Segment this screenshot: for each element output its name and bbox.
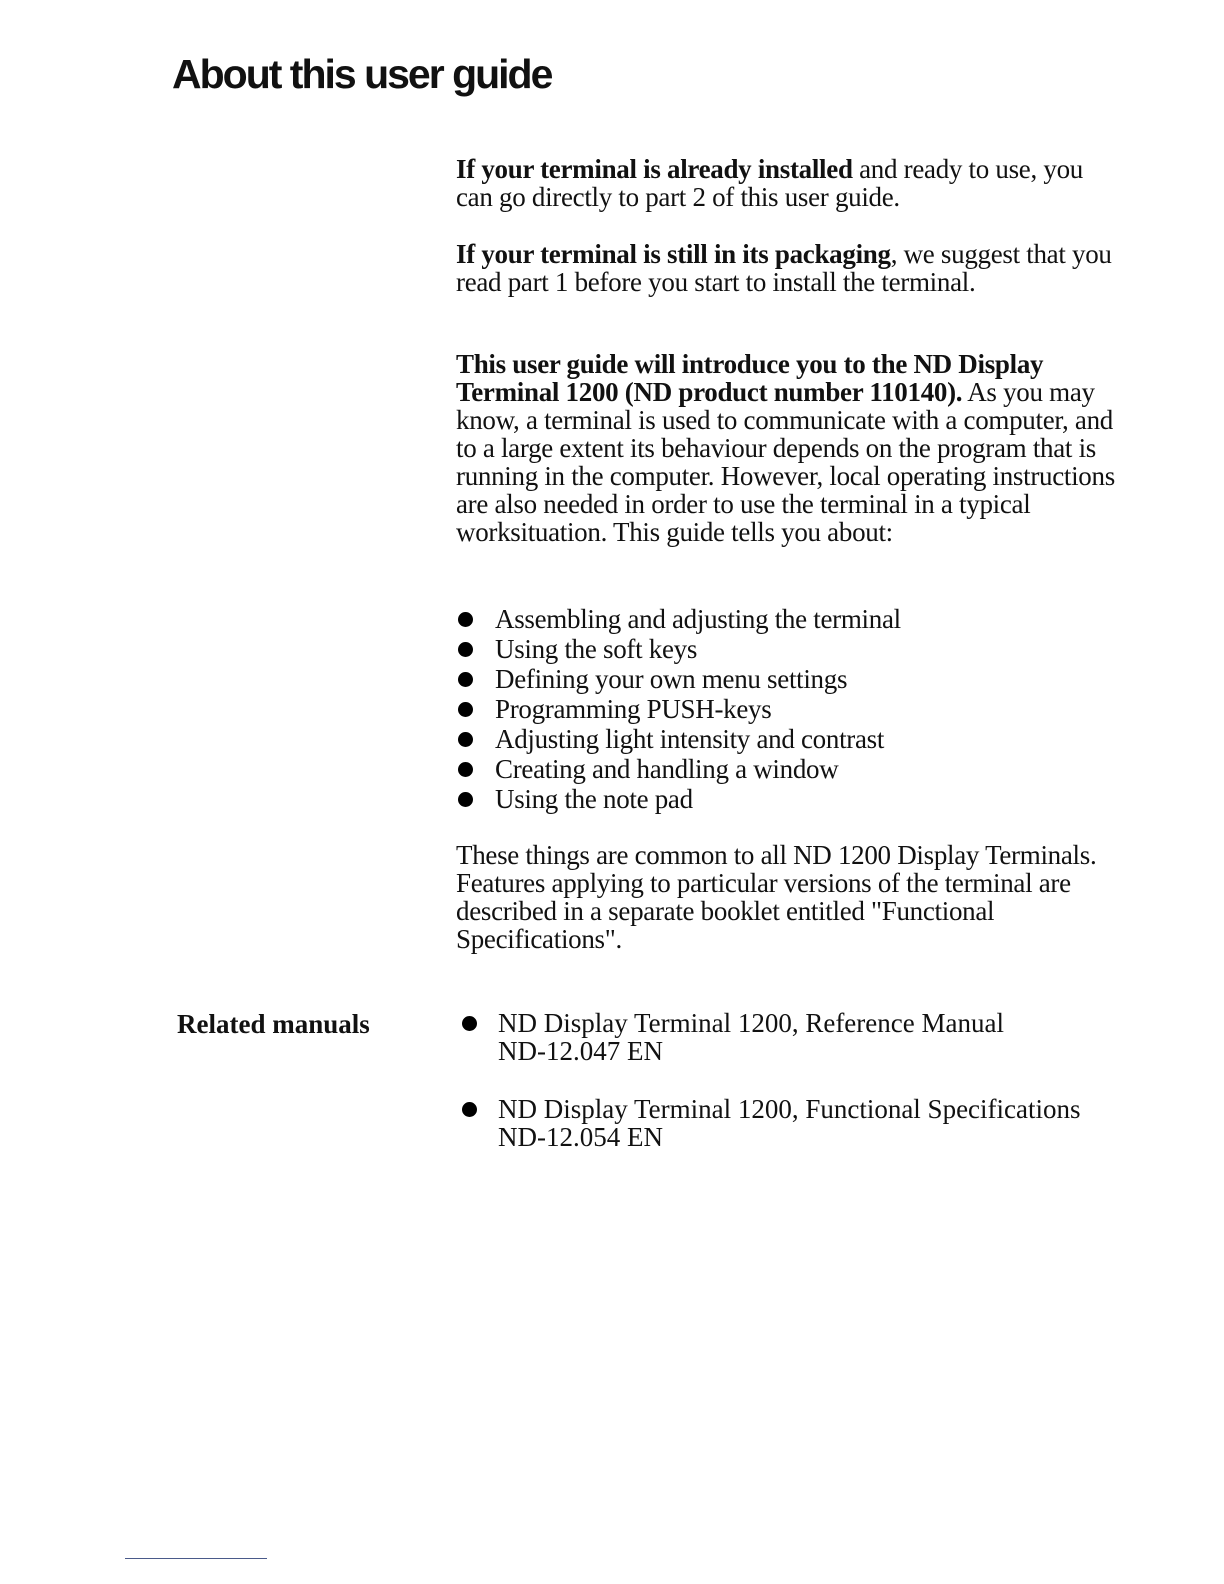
list-item xyxy=(456,754,1116,784)
list-item-text: Using the soft keys xyxy=(495,634,698,664)
intro-text: , we suggest that you read part 1 before you start to install the terminal. xyxy=(456,239,1112,297)
bullet-icon xyxy=(462,1016,477,1031)
intro-lead: If your terminal is still in its packaging xyxy=(456,239,891,269)
list-item xyxy=(462,1095,1122,1151)
intro-paragraph-overview xyxy=(456,350,1116,546)
bullet-icon xyxy=(458,732,473,747)
bullet-icon xyxy=(458,702,473,717)
list-item-text: Defining your own menu settings xyxy=(495,664,848,694)
intro-lead: This user guide will introduce you to the ND Display Terminal 1200 (ND product number 110140). xyxy=(456,349,1044,407)
intro-paragraph-packaging xyxy=(456,240,1116,296)
closing-paragraph xyxy=(456,841,1116,953)
list-item-text: Programming PUSH-keys xyxy=(495,694,772,724)
manual-number: ND-12.047 EN xyxy=(498,1036,663,1066)
manual-number: ND-12.054 EN xyxy=(498,1122,663,1152)
topic-list-wrapper xyxy=(456,604,1116,814)
intro-lead: If your terminal is already installed xyxy=(456,154,853,184)
manual-title: ND Display Terminal 1200, Functional Specifications xyxy=(498,1094,1081,1124)
list-item-text: Assembling and adjusting the terminal xyxy=(495,604,901,634)
related-manuals-heading: Related manuals xyxy=(177,1009,370,1039)
list-item xyxy=(456,634,1116,664)
footer-rule xyxy=(125,1558,267,1559)
manual-title: ND Display Terminal 1200, Reference Manual xyxy=(498,1008,1004,1038)
bullet-icon xyxy=(458,642,473,657)
list-item xyxy=(456,724,1116,754)
bullet-icon xyxy=(458,672,473,687)
bullet-icon xyxy=(458,792,473,807)
topic-list xyxy=(456,604,1116,814)
related-manuals-list xyxy=(462,1009,1122,1181)
list-item-text: Adjusting light intensity and contrast xyxy=(495,724,885,754)
list-item xyxy=(462,1009,1122,1065)
intro-paragraph-installed xyxy=(456,155,1116,211)
bullet-icon xyxy=(458,762,473,777)
closing-text: These things are common to all ND 1200 Display Terminals. Features applying to particular versions of the terminal are described in a separate booklet entitled "Functional Specifications". xyxy=(456,840,1097,954)
list-item xyxy=(456,784,1116,814)
bullet-icon xyxy=(458,612,473,627)
intro-text: As you may know, a terminal is used to communicate with a computer, and to a large extent its behaviour depends on the program that is running in the computer. However, local operating instructions are also needed in order to use the terminal in a typical worksituation. This guide tells you about: xyxy=(456,377,1115,547)
list-item-text: Creating and handling a window xyxy=(495,754,839,784)
list-item xyxy=(456,604,1116,634)
list-item xyxy=(456,664,1116,694)
bullet-icon xyxy=(462,1102,477,1117)
intro-text: and ready to use, you can go directly to part 2 of this user guide. xyxy=(456,154,1083,212)
list-item-text: Using the note pad xyxy=(495,784,693,814)
page-title: About this user guide xyxy=(172,51,552,97)
list-item xyxy=(456,694,1116,724)
